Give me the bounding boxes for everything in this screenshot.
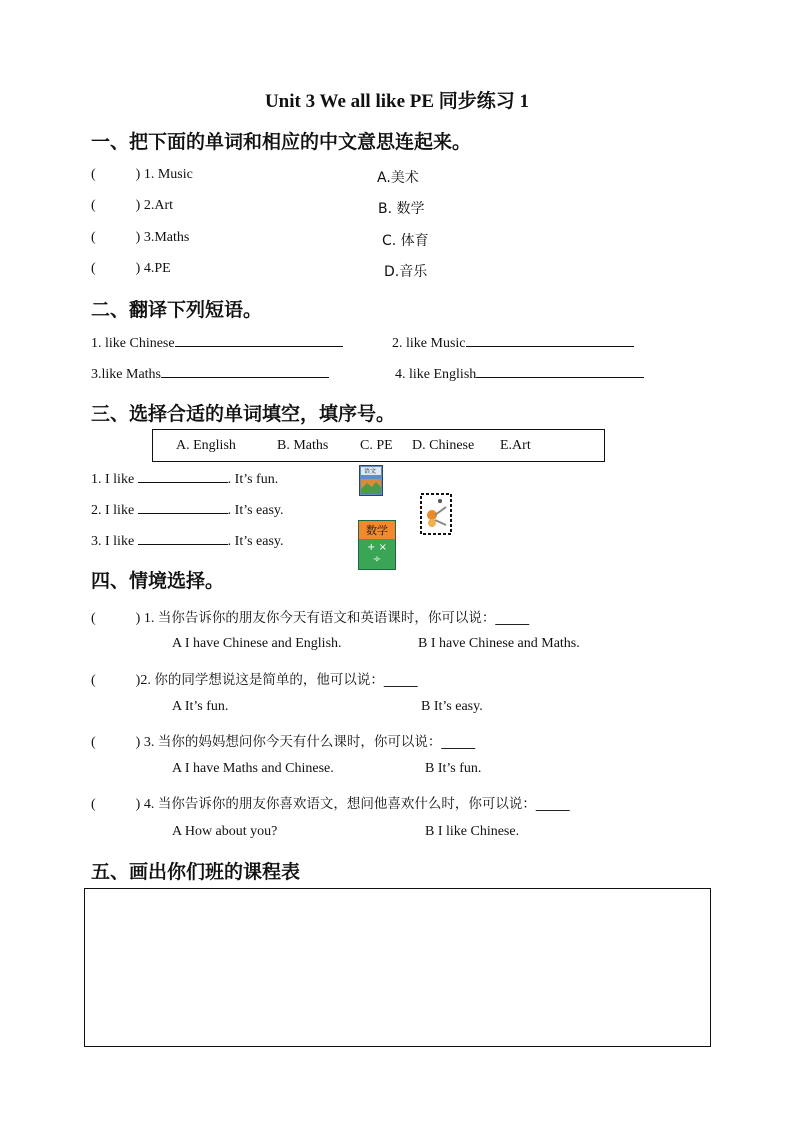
- s4-q1-option-b[interactable]: B I have Chinese and Maths.: [418, 636, 580, 651]
- s4-question-3: ( ) 3. 当你的妈妈想问你今天有什么课时，你可以说：_____: [91, 734, 476, 750]
- section5-heading: 五、画出你们班的课程表: [91, 861, 301, 883]
- svg-text:+ ×: + ×: [367, 542, 387, 553]
- word-bank-box: [152, 429, 605, 462]
- s3-blank-1[interactable]: [138, 470, 228, 483]
- s4-question-1: ( ) 1. 当你告诉你的朋友你今天有语文和英语课时，你可以说：_____: [91, 610, 530, 626]
- section2-heading: 二、翻译下列短语。: [91, 299, 263, 321]
- s4-question-4: ( ) 4. 当你告诉你的朋友你喜欢语文，想问他喜欢什么时，你可以说：_____: [91, 796, 570, 812]
- s4-q4-option-b[interactable]: B I like Chinese.: [425, 824, 520, 839]
- s1-answer-a: A.美术: [377, 170, 419, 186]
- s2-item-1: 1. like Chinese: [91, 334, 343, 352]
- s1-answer-c: C. 体育: [382, 233, 429, 249]
- s3-blank-3[interactable]: [138, 532, 228, 545]
- s4-q2-option-b[interactable]: B It’s easy.: [421, 699, 483, 714]
- s1-row-4: ( ) 4.PE: [91, 261, 171, 276]
- s1-answer-d: D.音乐: [384, 264, 428, 280]
- s3-blank-2[interactable]: [138, 501, 228, 514]
- s4-q3-option-a[interactable]: A I have Maths and Chinese.: [172, 761, 334, 776]
- s2-blank-1[interactable]: [175, 334, 343, 347]
- s2-item-2: 2. like Music: [392, 334, 634, 352]
- s2-item-3: 3.like Maths: [91, 365, 329, 383]
- s1-row-3: ( ) 3.Maths: [91, 230, 190, 245]
- art-scissors-icon: [420, 493, 450, 534]
- chinese-book-icon: 语文: [359, 465, 383, 496]
- s3-sentence-1: 1. I like . It’s fun.: [91, 472, 279, 487]
- s4-q4-option-a[interactable]: A How about you?: [172, 824, 278, 839]
- timetable-drawing-area[interactable]: [84, 888, 711, 1047]
- s1-answer-b: B. 数学: [378, 201, 425, 217]
- section4-heading: 四、情境选择。: [91, 570, 225, 592]
- section1-heading: 一、把下面的单词和相应的中文意思连起来。: [91, 131, 472, 153]
- s2-blank-4[interactable]: [476, 365, 644, 378]
- s4-q3-option-b[interactable]: B It’s fun.: [425, 761, 482, 776]
- s3-sentence-3: 3. I like . It’s easy.: [91, 534, 284, 549]
- s2-blank-2[interactable]: [466, 334, 634, 347]
- s1-row-2: ( ) 2.Art: [91, 198, 174, 213]
- page-title: Unit 3 We all like PE 同步练习 1: [264, 91, 530, 112]
- s4-question-2: ( )2. 你的同学想说这是简单的，他可以说：_____: [91, 672, 418, 688]
- s1-row-1: ( ) 1. Music: [91, 167, 193, 182]
- svg-text:÷: ÷: [372, 554, 382, 565]
- option-e: E.Art: [500, 438, 531, 453]
- s3-sentence-2: 2. I like . It’s easy.: [91, 503, 284, 518]
- option-d: D. Chinese: [412, 438, 475, 453]
- option-b: B. Maths: [277, 438, 329, 453]
- s4-q1-option-a[interactable]: A I have Chinese and English.: [172, 636, 342, 651]
- s2-item-4: 4. like English: [395, 365, 644, 383]
- s2-blank-3[interactable]: [161, 365, 329, 378]
- option-a: A. English: [176, 438, 236, 453]
- s4-q2-option-a[interactable]: A It’s fun.: [172, 699, 229, 714]
- section3-heading: 三、选择合适的单词填空，填序号。: [91, 403, 396, 425]
- option-c: C. PE: [360, 438, 393, 453]
- maths-book-icon: + × ÷ 数学: [358, 520, 396, 570]
